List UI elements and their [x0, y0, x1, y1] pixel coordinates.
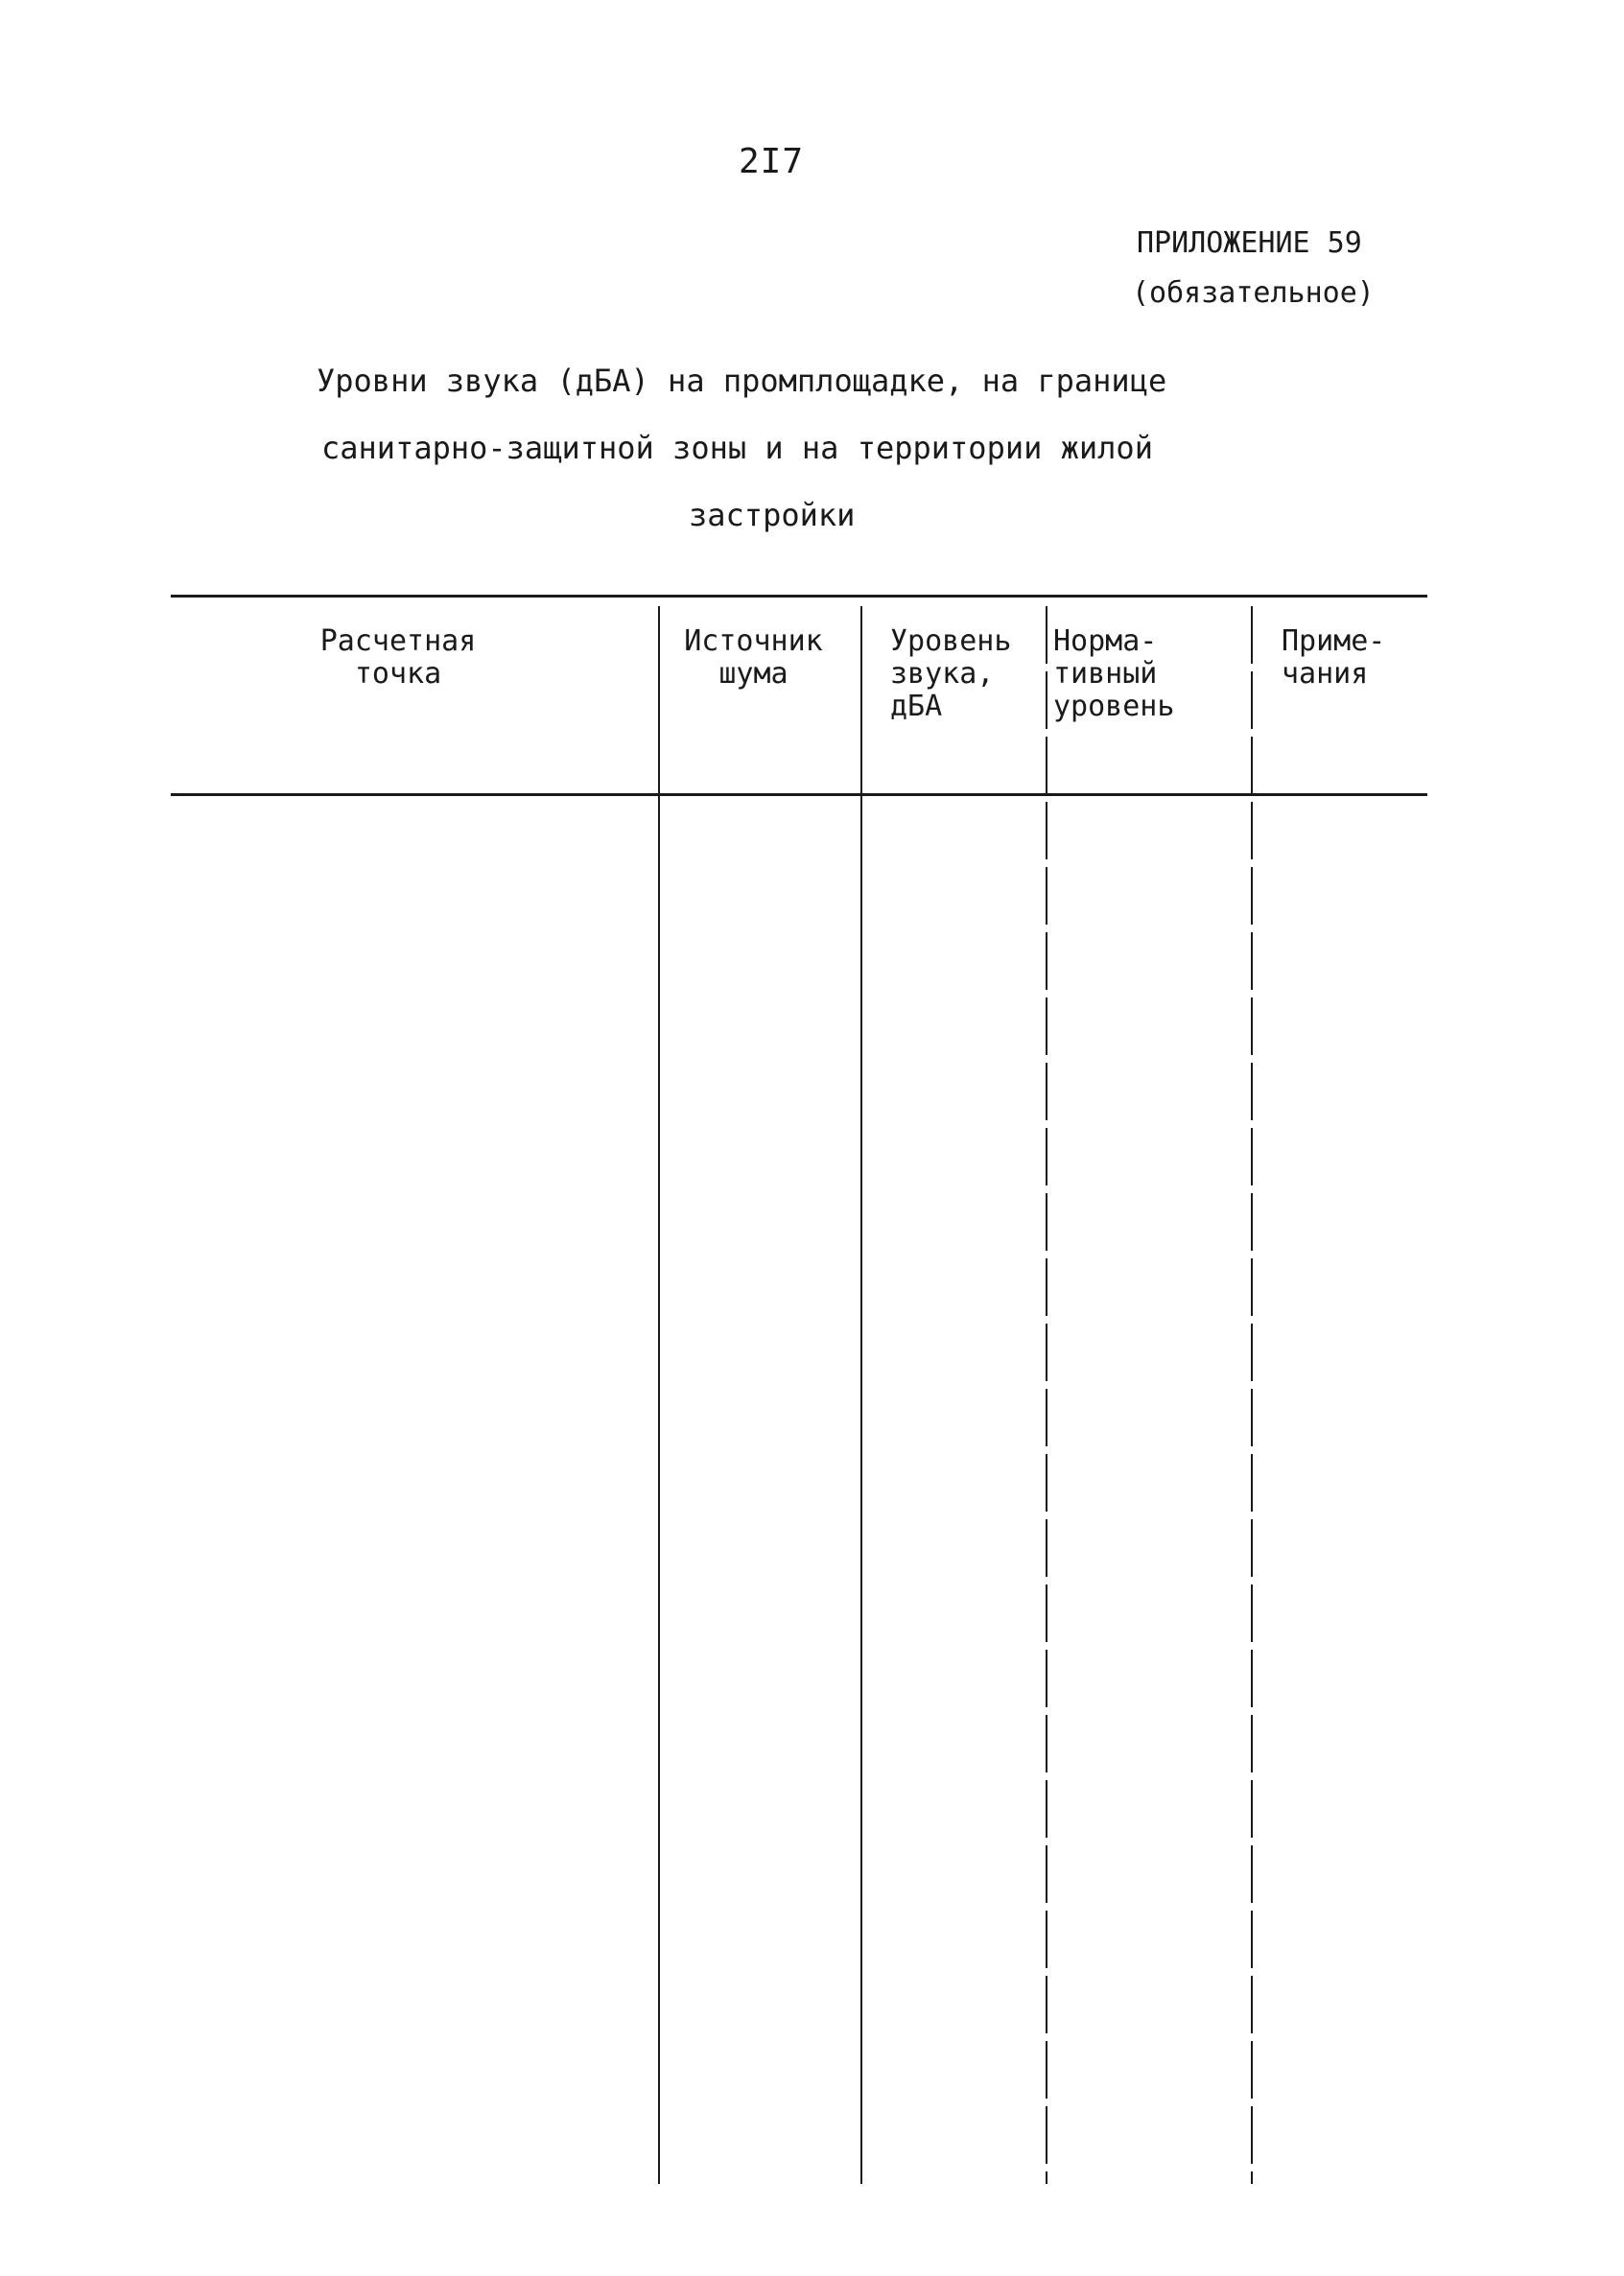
table-header-rule: [171, 793, 1427, 796]
column-divider-1: [658, 606, 660, 2184]
header-notes: Приме- чания: [1282, 624, 1386, 691]
header-sound-level: Уровень звука, дБА: [890, 624, 1012, 723]
column-divider-3: [1046, 606, 1047, 2184]
appendix-note: (обязательное): [1132, 276, 1375, 310]
title-line-2: санитарно-защитной зоны и на территории жилой: [321, 430, 1153, 466]
header-normative-level: Норма- тивный уровень: [1053, 624, 1175, 723]
appendix-block: [1132, 219, 1375, 318]
appendix-title: ПРИЛОЖЕНИЕ 59: [1137, 226, 1362, 260]
document-title: [288, 347, 1324, 549]
header-noise-source: Источник шума: [684, 624, 823, 691]
header-calculation-point: Расчетная точка: [319, 624, 477, 691]
column-divider-2: [860, 606, 862, 2184]
title-line-1: Уровни звука (дБА) на промплощадке, на границе: [317, 363, 1167, 399]
column-divider-4: [1251, 606, 1253, 2184]
page-number: 2I7: [739, 142, 805, 181]
title-line-3: застройки: [689, 497, 856, 533]
table-top-rule: [171, 595, 1427, 598]
